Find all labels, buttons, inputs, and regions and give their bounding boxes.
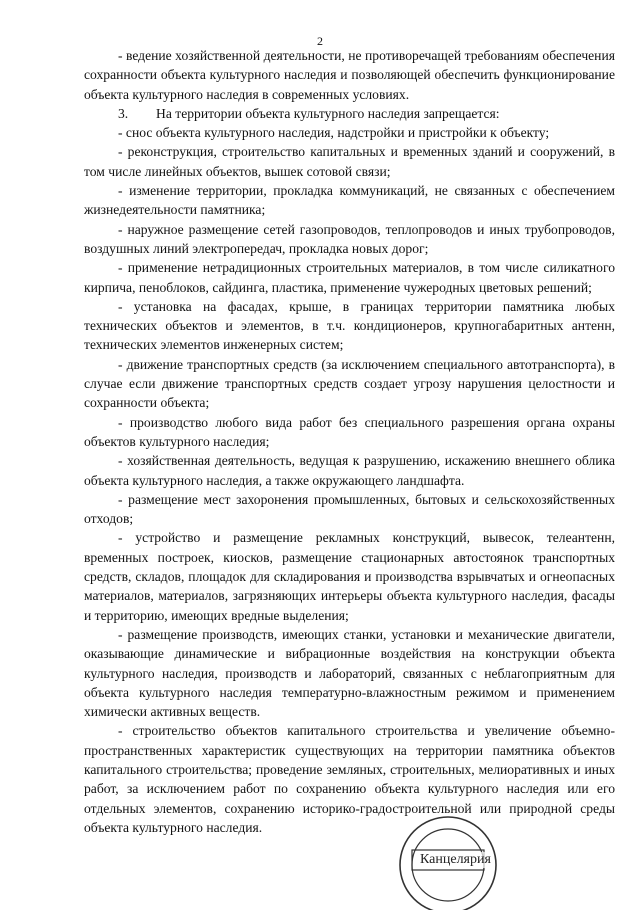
paragraph-11: - размещение мест захоронения промышленных, бытовых и сельскохозяйственных отходов; (84, 491, 615, 527)
document-body (84, 46, 615, 837)
paragraph-3: - реконструкция, строительство капитальных и временных зданий и сооружений, в том числе линейных объектов, вышек сотовой связи; (84, 144, 615, 179)
stamp-label: Канцелярия (420, 852, 491, 867)
paragraph-14: - строительство объектов капитального строительства и увеличение объемно-пространственных характеристик существующих на территории памятника объектов капитального строительства; проведение земляных, строительных, мелиоративных и иных работ, за исключением работ по сохранению объекта культурного наследия или его отдельных элементов, сохранению историко-градостроительной или природной среды объекта культурного наследия. (84, 723, 615, 835)
paragraph-2: - снос объекта культурного наследия, надстройки и пристройки к объекту; (118, 125, 550, 141)
page-number: 2 (317, 34, 323, 48)
section-number: 3. (118, 105, 129, 121)
paragraph-13: - размещение производств, имеющих станки, установки и механические двигатели, оказывающие динамические и вибрационные воздействия на конструкции объекта культурного наследия, производств и лабораторий, связанных с неблагоприятным для объекта культурного наследия температурно-влажностным режимом и применением химически активных веществ. (84, 626, 615, 720)
paragraph-9: - производство любого вида работ без специального разрешения органа охраны объектов культурного наследия; (84, 414, 615, 449)
paragraph-1: - ведение хозяйственной деятельности, не противоречащей требованиям обеспечения сохранности объекта культурного наследия и позволяющей обеспечить функционирование объекта культурного наследия в современных условиях. (84, 48, 615, 102)
section-3-heading (84, 104, 615, 123)
paragraph-12: - устройство и размещение рекламных конструкций, вывесок, телеантенн, временных построек, киосков, размещение стационарных автостоянок транспортных средств, складов, площадок для складирования и производства взрывчатых и огнеопасных материалов, материалов, загрязняющих интерьеры объекта культурного наследия, фасады и территорию, имеющих вредные выделения; (84, 530, 615, 623)
paragraph-8: - движение транспортных средств (за исключением специального автотранспорта), в случае если движение транспортных средств создает угрозу нарушения целостности и сохранности объекта; (84, 356, 615, 411)
paragraph-4: - изменение территории, прокладка коммуникаций, не связанных с обеспечением жизнедеятельности памятника; (84, 183, 615, 218)
paragraph-6: - применение нетрадиционных строительных материалов, в том числе силикатного кирпича, пеноблоков, сайдинга, пластика, применение чужеродных цветовых решений; (84, 260, 615, 295)
office-stamp (388, 810, 508, 910)
paragraph-10: - хозяйственная деятельность, ведущая к разрушению, искажению внешнего облика объекта культурного наследия, а также окружающего ландшафта. (84, 453, 615, 488)
paragraph-5: - наружное размещение сетей газопроводов, теплопроводов и иных трубопроводов, воздушных линий электропередач, прокладка новых дорог; (84, 221, 615, 256)
section-3-text: На территории объекта культурного наследия запрещается: (156, 105, 500, 121)
paragraph-7: - установка на фасадах, крыше, в границах территории памятника любых технических объектов и элементов, в т.ч. кондиционеров, крупногабаритных антенн, технических элементов инженерных систем; (84, 298, 615, 353)
